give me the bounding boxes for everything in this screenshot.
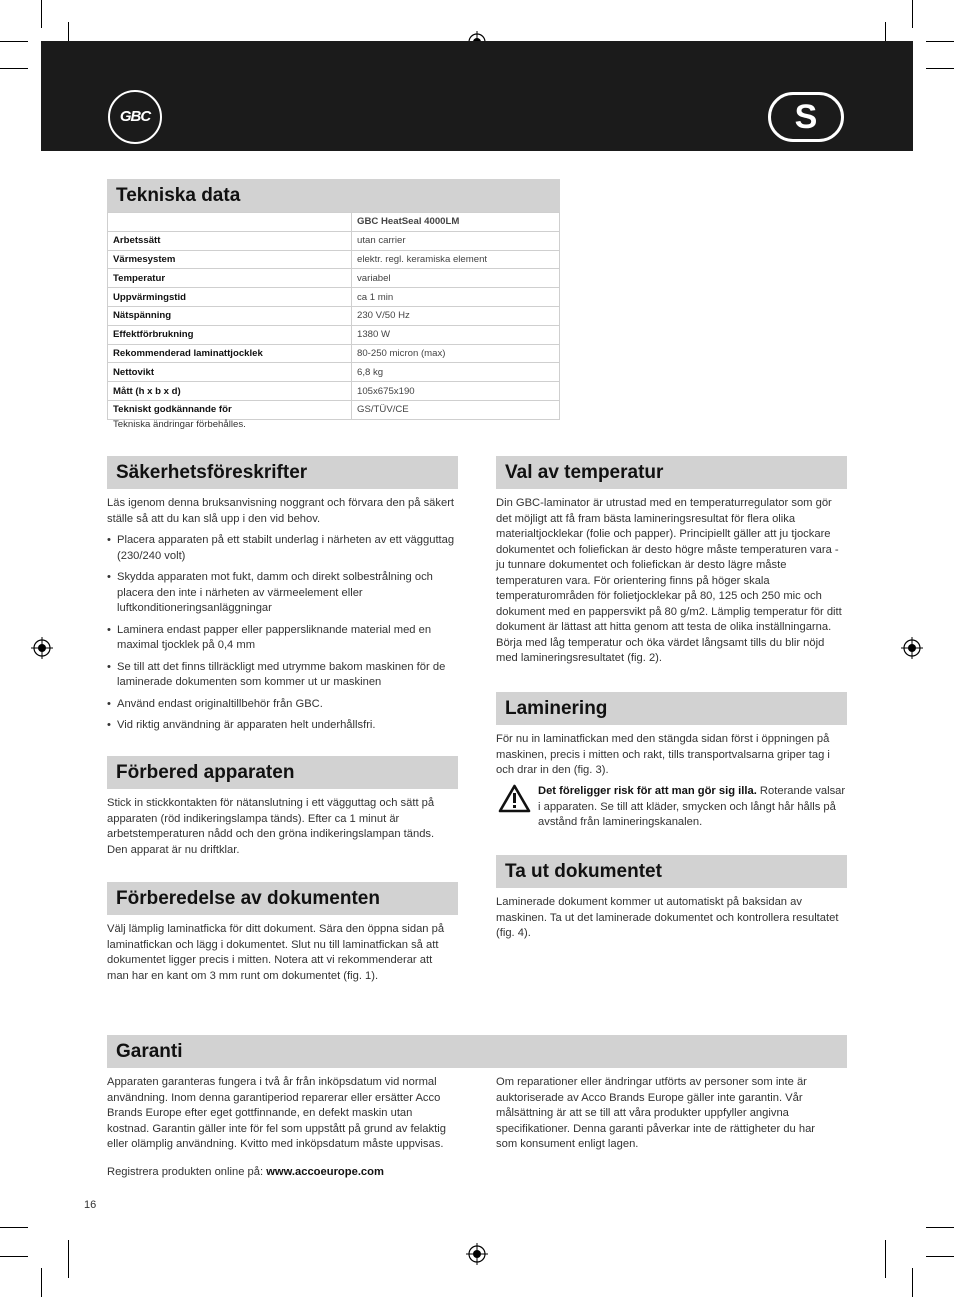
temperature-heading: Val av temperatur: [496, 456, 847, 489]
spec-label: Värmesystem: [108, 250, 352, 269]
warranty-heading: Garanti: [107, 1035, 847, 1068]
laminating-heading: Laminering: [496, 692, 847, 725]
safety-section: [107, 496, 458, 734]
tech-data-heading: Tekniska data: [107, 179, 560, 212]
spec-value: utan carrier: [352, 231, 560, 250]
gbc-logo: GBC: [108, 90, 162, 144]
warning-triangle-icon: [498, 784, 531, 813]
crop-mark: [41, 0, 42, 28]
table-row: [108, 269, 560, 288]
spec-value: 1380 W: [352, 325, 560, 344]
list-item: • Vid riktig användning är apparaten helt underhållsfri.: [107, 718, 458, 734]
temperature-text: Din GBC-laminator är utrustad med en temperaturregulator som gör det möjligt att få fram bästa lamineringsresultat för flera olika materialtjocklekar (folie och papper). Principiellt gäller att ju tjockare dokumentet och foliefickan är desto högre måste temperaturen vara - ju tunnare dokumentet och foliefickan är desto lägre måste temperaturen vara. För orientering finns på höger skala temperaturområden för folietjocklekar på 80, 125 och 250 mic och dokument med en pappersvikt på 80 g/m2. Lämplig temperatur för ditt dokument är lättast att hitta genom att testa de olika inställningarna. Börja med låg temperatur och öka värdet långsamt tills du blir nöjd med lamineringsresultatet (fig. 2).: [496, 497, 842, 664]
warranty-right-text: Om reparationer eller ändringar utförts av personer som inte är auktoriserade av Acco Brands Europe gäller inte garantin. Vår målsättning är att se till att våra produkter uppfyller angivna specifikationer. Denna garanti påverkar inte de rättigheter du har som konsument enligt lagen.: [496, 1076, 816, 1150]
spec-value: variabel: [352, 269, 560, 288]
register-label: Registrera produkten online på:: [107, 1166, 267, 1178]
prepare-heading: Förbered apparaten: [107, 756, 458, 789]
tech-data-table: [107, 212, 560, 420]
crop-mark: [926, 68, 954, 69]
spec-value: GS/TÜV/CE: [352, 400, 560, 419]
table-row: [108, 213, 560, 232]
crop-mark: [0, 68, 28, 69]
spec-label: Arbetssätt: [108, 231, 352, 250]
table-row: [108, 306, 560, 325]
warranty-register: [107, 1165, 453, 1181]
registration-mark-icon: [31, 637, 53, 659]
prepare-text: Stick in stickkontakten för nätanslutning i ett vägguttag och sätt på apparaten (röd indikeringslampa tänds). Efter ca 1 minut är arbetstemperaturen nådd och den gröna indikeringslampan tänds. Den apparat är nu driftklar.: [107, 797, 435, 856]
table-row: [108, 382, 560, 401]
list-item: • Använd endast originaltillbehör från GBC.: [107, 697, 458, 713]
crop-mark: [926, 1256, 954, 1257]
crop-mark: [912, 0, 913, 28]
table-row: [108, 325, 560, 344]
table-row: [108, 250, 560, 269]
spec-label: Nettovikt: [108, 363, 352, 382]
spec-value: 230 V/50 Hz: [352, 306, 560, 325]
docs-text: Välj lämplig laminatficka för ditt dokument. Sära den öppna sidan på laminatfickan och lägg i dokumentet. Slut nu till laminatfickan så att dokumentet ligger precis i mitten. Notera att vi rekommenderar att man har en kant om 3 mm runt om dokumentet (fig. 1).: [107, 923, 445, 982]
crop-mark: [41, 1268, 42, 1297]
crop-mark: [912, 1268, 913, 1297]
crop-mark: [68, 1240, 69, 1278]
spec-label: Nätspänning: [108, 306, 352, 325]
spec-value: elektr. regl. keramiska element: [352, 250, 560, 269]
table-row: [108, 288, 560, 307]
laminating-warning: [538, 784, 848, 831]
crop-mark: [0, 1256, 28, 1257]
laminating-text: För nu in laminatfickan med den stängda sidan först i öppningen på maskinen, precis i mitten och rakt, tills transportvalsarna griper tag i och drar in den (fig. 3).: [496, 733, 830, 776]
crop-mark: [0, 1227, 28, 1228]
table-row: [108, 363, 560, 382]
safety-intro: Läs igenom denna bruksanvisning noggrant och förvara den på säkert ställe så att du kan slå upp i den vid behov.: [107, 497, 455, 525]
registration-mark-icon: [901, 637, 923, 659]
spec-label: Uppvärmingstid: [108, 288, 352, 307]
register-link[interactable]: www.accoeurope.com: [266, 1166, 384, 1178]
docs-heading: Förberedelse av dokumenten: [107, 882, 458, 915]
tech-data-note: Tekniska ändringar förbehålles.: [113, 419, 246, 430]
spec-value: 105x675x190: [352, 382, 560, 401]
list-item: • Skydda apparaten mot fukt, damm och direkt solbestrålning och placera den inte i närheten av värmeelement eller luftkonditioneringsanläggningar: [107, 570, 458, 617]
warning-text: Roterande valsar i apparaten. Se till att kläder, smycken och långt hår hålls på avstånd från lamineringskanalen.: [538, 785, 846, 828]
spec-label: Temperatur: [108, 269, 352, 288]
crop-mark: [926, 1227, 954, 1228]
spec-label: Mått (h x b x d): [108, 382, 352, 401]
table-cell: [108, 213, 352, 232]
spec-label: Effektförbrukning: [108, 325, 352, 344]
crop-mark: [926, 41, 954, 42]
safety-list: [107, 533, 458, 734]
table-row: [108, 344, 560, 363]
model-name: GBC HeatSeal 4000LM: [352, 213, 560, 232]
language-badge: S: [768, 92, 844, 142]
crop-mark: [0, 41, 28, 42]
spec-label: Rekommenderad laminattjocklek: [108, 344, 352, 363]
spec-value: 6,8 kg: [352, 363, 560, 382]
list-item: • Placera apparaten på ett stabilt underlag i närheten av ett vägguttag (230/240 volt): [107, 533, 458, 564]
spec-value: 80-250 micron (max): [352, 344, 560, 363]
safety-heading: Säkerhetsföreskrifter: [107, 456, 458, 489]
warranty-left-text: Apparaten garanteras fungera i två år från inköpsdatum vid normal användning. Inom denna garantiperiod reparerar eller ersätter Acco Brands Europe efter eget gottfinnande, en defekt maskin utan kostnad. Garantin gäller inte för fel som uppstått på grund av felaktig eller olämplig användning. Kvitto med inköpsdatum måste uppvisas.: [107, 1076, 446, 1150]
table-row: [108, 231, 560, 250]
spec-value: ca 1 min: [352, 288, 560, 307]
page-number: 16: [84, 1199, 97, 1211]
registration-mark-icon: [466, 1243, 488, 1265]
remove-text: Laminerade dokument kommer ut automatiskt på baksidan av maskinen. Ta ut det laminerade dokumentet och kontrollera resultatet (fig. 4).: [496, 896, 839, 939]
list-item: • Se till att det finns tillräckligt med utrymme bakom maskinen för de laminerade dokumenten som kommer ut ur maskinen: [107, 660, 458, 691]
list-item: • Laminera endast papper eller pappersliknande material med en maximal tjocklek på 0,4 mm: [107, 623, 458, 654]
spec-label: Tekniskt godkännande för: [108, 400, 352, 419]
remove-heading: Ta ut dokumentet: [496, 855, 847, 888]
crop-mark: [885, 1240, 886, 1278]
warning-bold-text: Det föreligger risk för att man gör sig illa.: [538, 785, 757, 797]
